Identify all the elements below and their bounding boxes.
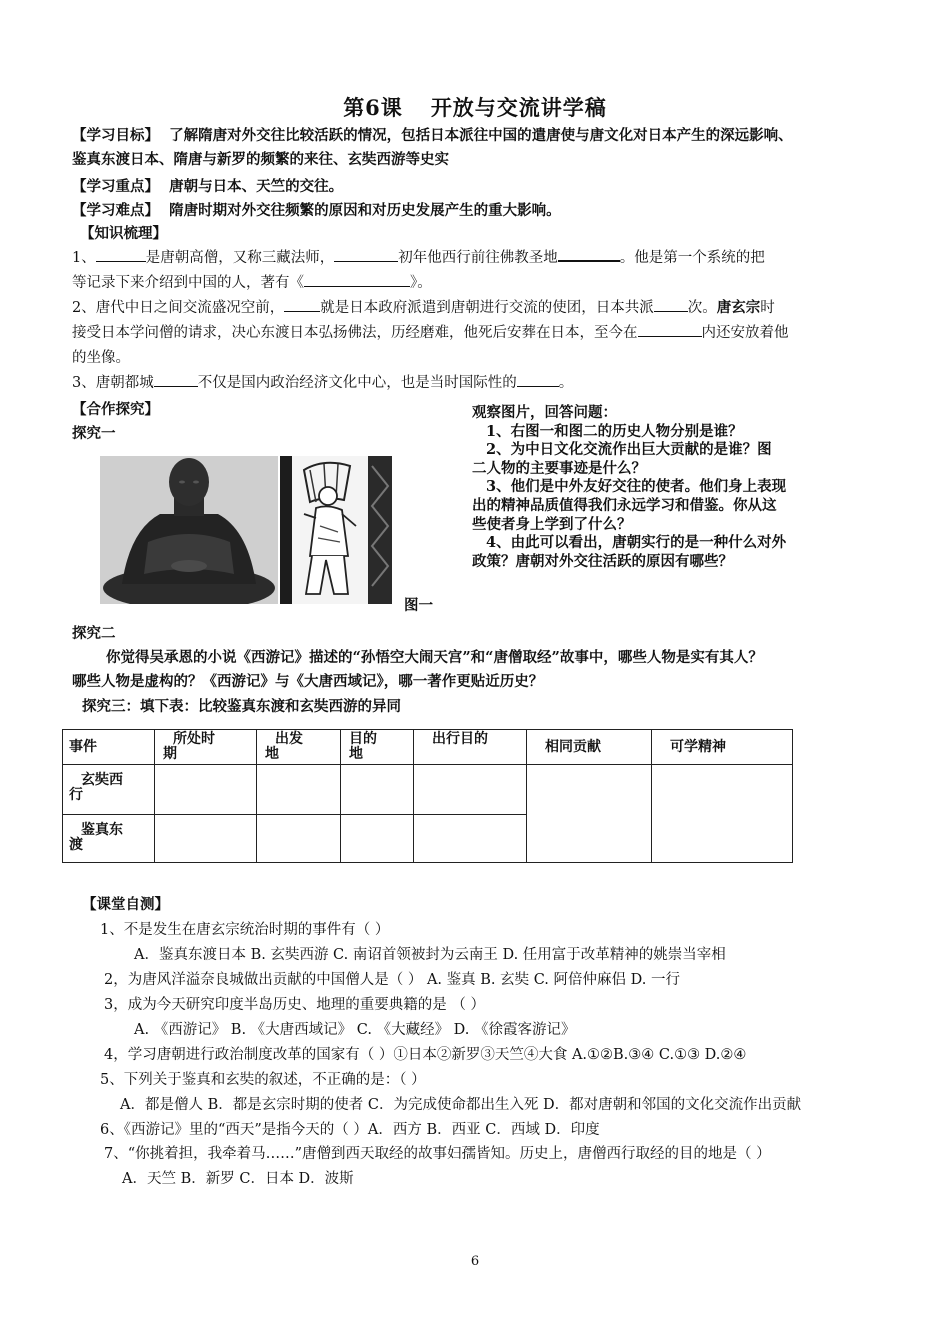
th-dest-b: 地 [349,746,363,762]
th-start-b: 地 [265,746,279,762]
blank-8[interactable] [154,372,198,387]
row-jianzhen-a: 鉴真东 [81,822,123,838]
th-start [257,730,341,765]
blank-2[interactable] [334,247,398,262]
cell-xuanzang-destination[interactable] [341,765,414,815]
knowledge-q2-emperor: 唐玄宗 [716,299,761,316]
knowledge-q1-num: 1、 [72,250,96,266]
selftest-q3-options: A. 《西游记》 B. 《大唐西域记》 C. 《大藏经》 D. 《徐霞客游记》 [134,1022,576,1038]
th-spirit [652,730,793,765]
explore1-label: 探究一 [72,425,116,442]
question-2b: 二人物的主要事迹是什么？ [472,459,646,477]
selftest-label: 【课堂自测】 [82,896,169,913]
selftest-q1-options: A．鉴真东渡日本 B. 玄奘西游 C. 南诏首领被封为云南王 D. 任用富于改革精神的姚崇当宰相 [134,947,726,963]
knowledge-q2-text-5: 接受日本学问僧的请求，决心东渡日本弘扬佛法，历经磨难，他死后安葬在日本，至今在 [72,325,638,341]
row-xuanzang [63,765,155,815]
cell-xuanzang-purpose[interactable] [414,765,527,815]
knowledge-q2-line-1 [72,296,775,317]
goals-line-1 [72,124,793,145]
comparison-table [62,729,793,863]
difficulty-text: 隋唐时期对外交往频繁的原因和对历史发展产生的重大影响。 [169,202,561,219]
blank-3[interactable] [558,246,620,262]
th-same [527,730,652,765]
th-event [63,730,155,765]
goals-text-2: 鉴真东渡日本、隋唐与新罗的频繁的来往、玄奘西游等史实 [72,151,449,168]
question-2a: 2、为中日文化交流作出巨大贡献的是谁？图 [486,441,772,459]
cooperate-label: 【合作探究】 [72,401,159,418]
knowledge-q1-line-1 [72,246,765,267]
cell-spirit[interactable] [652,765,793,863]
knowledge-q2-text-2: 就是日本政府派遣到唐朝进行交流的使团，日本共派 [320,300,654,316]
blank-6[interactable] [654,297,688,312]
th-purpose-text: 出行目的 [432,731,488,747]
knowledge-q1-line-2 [72,271,432,292]
question-4b: 政策？唐朝对外交往活跃的原因有哪些？ [472,552,733,570]
selftest-q1: 1、不是发生在唐玄宗统治时期的事件有（ ） [100,922,390,938]
question-3c: 些使者身上学到了什么？ [472,515,632,533]
figure-2-monk-drawing [280,456,392,604]
knowledge-q2-text-6: 内还安放着他 [701,325,789,341]
focus-line [72,175,343,196]
explore2-label: 探究二 [72,625,116,642]
row-jianzhen [63,815,155,863]
selftest-q3: 3，成为今天研究印度半岛历史、地理的重要典籍的是 （ ） [104,997,485,1013]
knowledge-q1-text-3: 。他是第一个系统的把 [619,250,765,266]
lesson-number: 第6课 [343,95,403,120]
difficulty-line [72,199,561,220]
lesson-topic: 开放与交流讲学稿 [430,95,607,120]
cell-jianzhen-start[interactable] [257,815,341,863]
knowledge-q2-text-7: 的坐像。 [72,350,130,366]
question-4a: 4、由此可以看出，唐朝实行的是一种什么对外 [486,534,787,552]
explore3-label: 探究三：填下表：比较鉴真东渡和玄奘西游的异同 [82,698,401,715]
cell-jianzhen-destination[interactable] [341,815,414,863]
selftest-q5: 5、下列关于鉴真和玄奘的叙述，不正确的是：（ ） [100,1072,426,1088]
blank-1[interactable] [96,247,146,262]
blank-9[interactable] [517,372,559,387]
selftest-q6: 6、《西游记》里的“西天”是指今天的（ ）A．西方 B．西亚 C．西域 D．印度 [100,1122,600,1138]
blank-5[interactable] [284,297,320,312]
table-header-row [63,730,793,765]
selftest-q7: 7、“你挑着担，我牵着马……”唐僧到西天取经的故事妇孺皆知。历史上，唐僧西行取经的目的地是（ ） [104,1146,771,1162]
th-destination [341,730,414,765]
th-same-text: 相同贡献 [545,738,601,755]
knowledge-q2-text-3: 次。 [687,300,717,316]
th-period-a: 所处时 [173,731,215,747]
explore2-text-2: 哪些人物是虚构的？《西游记》与《大唐西域记》，哪一著作更贴近历史？ [72,673,544,690]
knowledge-q1-text-2: 初年他西行前往佛教圣地 [398,250,558,266]
difficulty-label: 【学习难点】 [72,202,159,219]
statue-illustration [100,456,278,604]
goals-text-1: 了解隋唐对外交往比较活跃的情况，包括日本派往中国的遣唐使与唐文化对日本产生的深远影响、 [169,127,793,144]
question-3b: 出的精神品质值得我们永远学习和借鉴。你从这 [472,496,777,514]
cell-jianzhen-period[interactable] [155,815,257,863]
page-number: 6 [470,1254,480,1269]
selftest-q4: 4，学习唐朝进行政治制度改革的国家有（ ）①日本②新罗③天竺④大食 A.①②B.③④ C.①③ D.②④ [104,1047,747,1063]
knowledge-q2-line-2 [72,321,789,342]
question-1: 1、右图一和图二的历史人物分别是谁？ [486,422,743,440]
knowledge-q3-text-3: 。 [558,375,574,391]
th-start-a: 出发 [275,731,303,747]
cell-xuanzang-start[interactable] [257,765,341,815]
traveler-illustration [280,456,392,604]
selftest-q5-options: A．都是僧人 B．都是玄宗时期的使者 C．为完成使命都出生入死 D．都对唐朝和邻国的文化交流作出贡献 [120,1097,802,1113]
th-period-b: 期 [163,746,177,762]
figure-caption: 图一 [404,597,433,614]
cell-same-contribution[interactable] [527,765,652,863]
row-jianzhen-b: 渡 [69,837,83,853]
th-dest-a: 目的 [349,731,377,747]
selftest-q7-options: A．天竺 B．新罗 C．日本 D．波斯 [122,1171,354,1187]
cell-jianzhen-purpose[interactable] [414,815,527,863]
th-purpose [414,730,527,765]
knowledge-q3-text-1: 3、唐朝都城 [72,375,154,391]
question-3a: 3、他们是中外友好交往的使者。他们身上表现 [486,478,787,496]
explore2-text-1: 你觉得吴承恩的小说《西游记》描述的“孙悟空大闹天宫”和“唐僧取经”故事中，哪些人物是实有其人？ [106,649,763,666]
knowledge-q3-text-2: 不仅是国内政治经济文化中心，也是当时国际性的 [197,375,517,391]
focus-text: 唐朝与日本、天竺的交往。 [169,178,344,195]
page-title [0,92,950,122]
knowledge-q1-text-1: 是唐朝高僧，又称三藏法师， [145,250,335,266]
knowledge-q2-text-4: 时 [760,300,775,316]
cell-xuanzang-period[interactable] [155,765,257,815]
th-period [155,730,257,765]
knowledge-q3-line [72,371,573,392]
row-xuanzang-b: 行 [69,787,83,803]
goals-label: 【学习目标】 [72,127,159,144]
blank-7[interactable] [638,322,702,337]
questions-intro: 观察图片，回答问题： [472,404,617,421]
focus-label: 【学习重点】 [72,178,159,195]
knowledge-label: 【知识梳理】 [80,225,167,242]
th-event-text: 事件 [69,738,97,755]
knowledge-q1-text-4: 等记录下来介绍到中国的人，著有《 [72,275,304,291]
knowledge-q1-text-5: 》。 [410,275,432,291]
blank-4[interactable] [304,272,410,287]
row-xuanzang-a: 玄奘西 [81,772,123,788]
picture-questions [472,404,786,571]
table-row [63,765,793,815]
knowledge-q2-text-1: 2、唐代中日之间交流盛况空前， [72,300,285,316]
figure-1-monk-statue [100,456,278,604]
selftest-q2: 2，为唐风洋溢奈良城做出贡献的中国僧人是（ ） A. 鉴真 B. 玄奘 C. 阿倍仲麻侣 D. 一行 [104,972,680,988]
th-spirit-text: 可学精神 [670,738,726,755]
